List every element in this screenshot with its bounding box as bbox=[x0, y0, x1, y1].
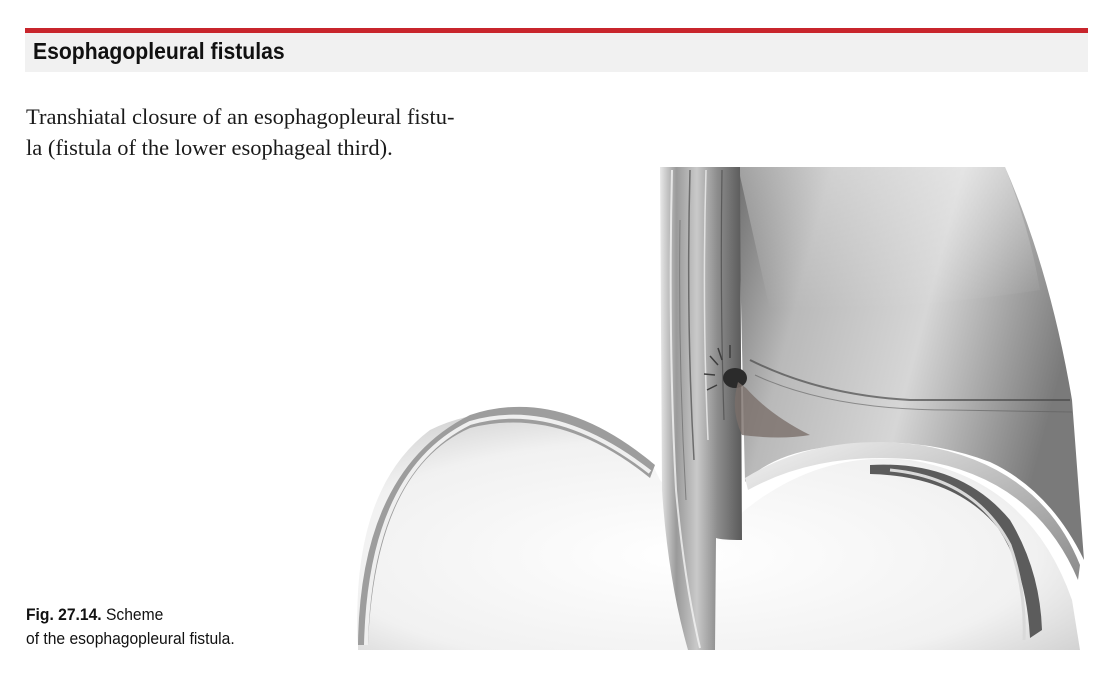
figure-label: Fig. 27.14. bbox=[26, 605, 102, 624]
caption-line-2: of the esophagopleural fistula. bbox=[26, 629, 235, 648]
esophagopleural-fistula-illustration bbox=[350, 160, 1090, 655]
body-line-2: la (fistula of the lower esophageal third). bbox=[26, 135, 393, 160]
body-line-1: Transhiatal closure of an esophagopleural fistu- bbox=[26, 104, 455, 129]
section-title: Esophagopleural fistulas bbox=[33, 38, 285, 64]
body-paragraph bbox=[26, 101, 454, 163]
caption-line-1: Scheme bbox=[105, 605, 164, 624]
section-header bbox=[25, 28, 1088, 72]
figure-caption bbox=[26, 603, 235, 651]
